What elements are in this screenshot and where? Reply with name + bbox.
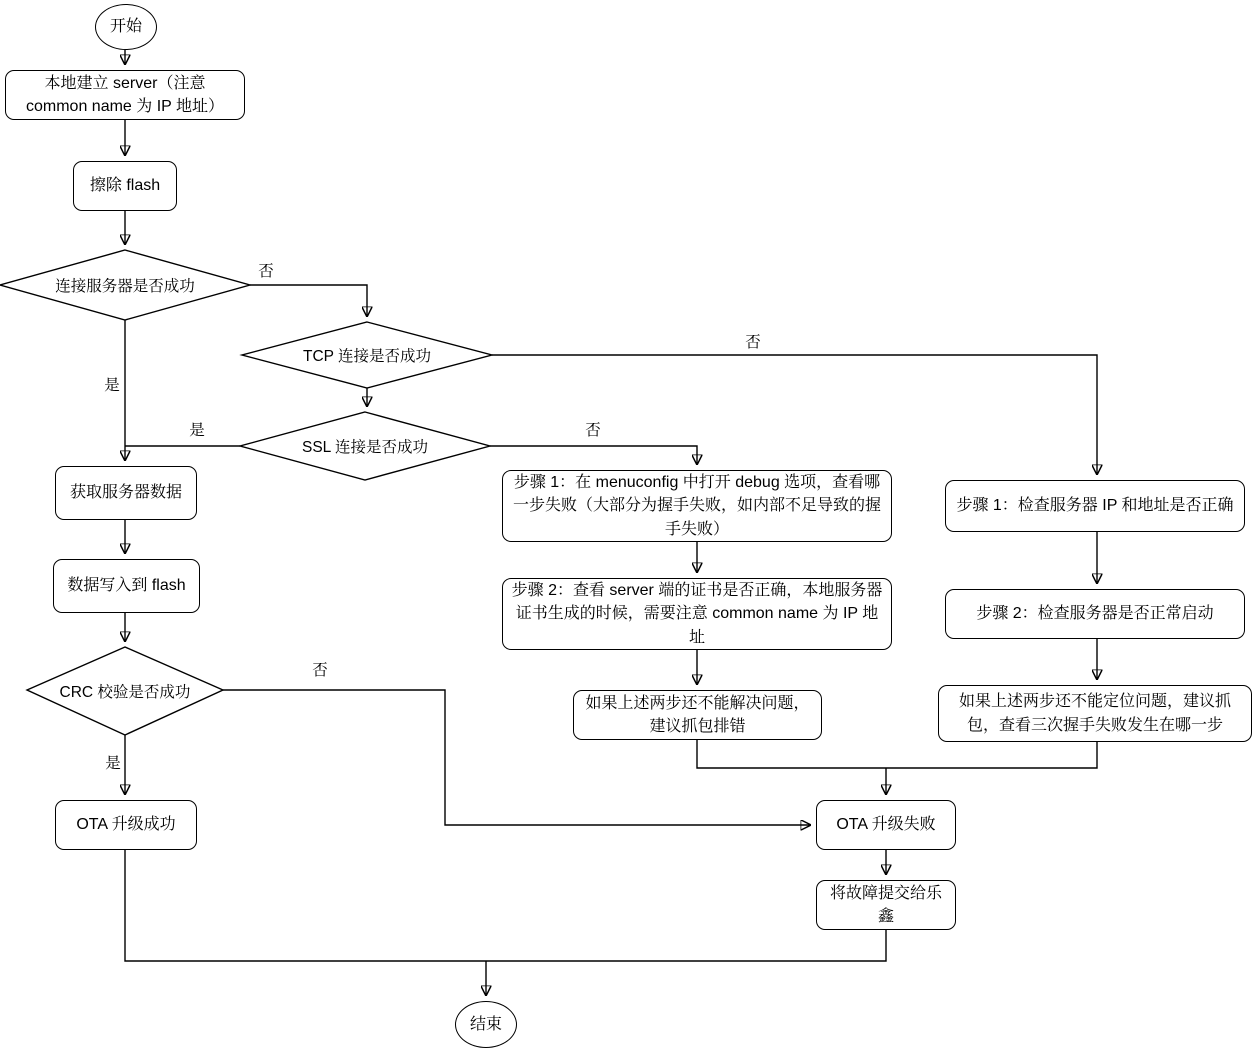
node-tcp-step2: 步骤 2：检查服务器是否正常启动 (945, 589, 1245, 639)
edge-steps-merge (697, 740, 1097, 768)
decision-connect-server-shape (0, 250, 250, 320)
branch-label-crc-no: 否 (310, 658, 330, 680)
decision-tcp-shape (242, 322, 492, 388)
node-ssl-step1: 步骤 1：在 menuconfig 中打开 debug 选项，查看哪一步失败（大部分为握手失败，如内部不足导致的握手失败） (502, 470, 892, 542)
decision-ssl-shape (240, 412, 490, 480)
edge-connect-no-to-tcp-decision (250, 285, 367, 316)
node-ota-success: OTA 升级成功 (55, 800, 197, 850)
node-create-server: 本地建立 server（注意 common name 为 IP 地址） (5, 70, 245, 120)
start-terminator: 开始 (95, 4, 157, 50)
node-tcp-step3: 如果上述两步还不能定位问题，建议抓包，查看三次握手失败发生在哪一步 (938, 685, 1252, 742)
node-ota-fail: OTA 升级失败 (816, 800, 956, 850)
decision-tcp-label: TCP 连接是否成功 (302, 348, 432, 365)
node-ssl-step3: 如果上述两步还不能解决问题，建议抓包排错 (573, 690, 822, 740)
edge-report-to-end-join (486, 930, 886, 961)
branch-label-ssl-no: 否 (583, 418, 603, 440)
node-write-flash: 数据写入到 flash (53, 559, 200, 613)
branch-label-connect-no: 否 (256, 259, 276, 281)
decision-ssl-label: SSL 连接是否成功 (301, 439, 429, 456)
node-get-data: 获取服务器数据 (55, 466, 197, 520)
branch-label-connect-yes: 是 (102, 373, 122, 395)
branch-label-crc-yes: 是 (103, 751, 123, 773)
branch-label-tcp-no: 否 (743, 330, 763, 352)
end-terminator: 结束 (455, 1001, 517, 1048)
node-tcp-step1: 步骤 1：检查服务器 IP 和地址是否正确 (945, 480, 1245, 532)
edge-tcp-no-to-tcp-step1 (492, 355, 1097, 474)
node-report-espressif: 将故障提交给乐鑫 (816, 880, 956, 930)
edge-ssl-no-to-ssl-step1 (490, 446, 697, 464)
edge-ota-success-to-end-join (125, 850, 486, 961)
decision-crc-shape (27, 647, 223, 735)
branch-label-ssl-yes: 是 (187, 418, 207, 440)
decision-connect-server-label: 连接服务器是否成功 (55, 278, 195, 295)
node-ssl-step2: 步骤 2：查看 server 端的证书是否正确，本地服务器证书生成的时候，需要注意 common name 为 IP 地址 (502, 578, 892, 650)
decision-crc-label: CRC 校验是否成功 (59, 684, 191, 701)
node-erase-flash: 擦除 flash (73, 161, 177, 211)
